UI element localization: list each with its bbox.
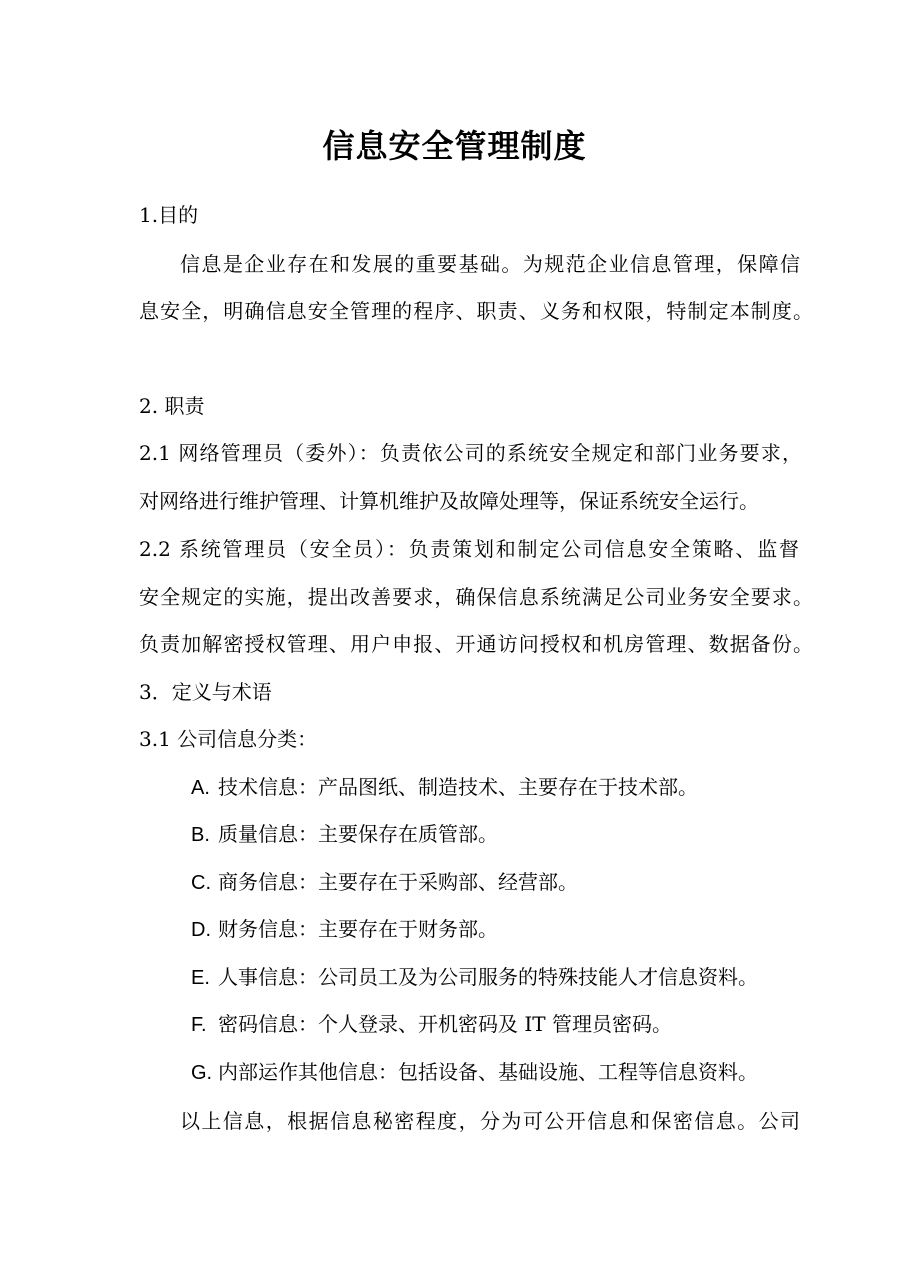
list-item (191, 819, 498, 850)
list-item-text: 质量信息：主要保存在质管部。 (218, 822, 498, 846)
section-3-closing-line: 以上信息，根据信息秘密程度，分为可公开信息和保密信息。公司 (180, 1109, 800, 1133)
list-item-text: 技术信息：产品图纸、制造技术、主要存在于技术部。 (218, 775, 698, 799)
list-item-text: 人事信息：公司员工及为公司服务的特殊技能人才信息资料。 (218, 965, 758, 989)
section-2-heading: 2. 职责 (139, 394, 205, 418)
list-item-text: 商务信息：主要存在于采购部、经营部。 (218, 870, 578, 894)
list-item-label: A. (191, 777, 210, 799)
section-3-1-heading: 3.1 公司信息分类： (139, 727, 318, 751)
list-item (191, 772, 698, 803)
list-item-label: D. (191, 919, 211, 941)
list-item-label: C. (191, 872, 211, 894)
list-item-text: 内部运作其他信息：包括设备、基础设施、工程等信息资料。 (218, 1060, 758, 1084)
section-2-2-line-3: 负责加解密授权管理、用户申报、开通访问授权和机房管理、数据备份。 (139, 632, 813, 656)
list-item (191, 914, 498, 945)
list-item (191, 962, 758, 993)
list-item-label: E. (191, 967, 210, 989)
section-1-para-line-1: 信息是企业存在和发展的重要基础。为规范企业信息管理，保障信 (180, 252, 800, 276)
section-2-2-line-2: 安全规定的实施，提出改善要求，确保信息系统满足公司业务安全要求。 (139, 585, 813, 609)
list-item (191, 867, 578, 898)
section-1-heading: 1.目的 (139, 203, 199, 227)
section-2-1-line-1: 2.1 网络管理员（委外）：负责依公司的系统安全规定和部门业务要求， (139, 441, 802, 465)
section-1-para-line-2: 息安全，明确信息安全管理的程序、职责、义务和权限，特制定本制度。 (139, 299, 813, 323)
list-item-text: 密码信息：个人登录、开机密码及 IT 管理员密码。 (218, 1012, 672, 1036)
list-item (191, 1057, 758, 1088)
section-3-heading: 3．定义与术语 (139, 680, 272, 704)
document-title: 信息安全管理制度 (322, 127, 587, 165)
list-item-text: 财务信息：主要存在于财务部。 (218, 917, 498, 941)
section-2-1-line-2: 对网络进行维护管理、计算机维护及故障处理等，保证系统安全运行。 (139, 489, 759, 513)
list-item (191, 1009, 672, 1040)
section-2-2-line-1: 2.2 系统管理员（安全员）：负责策划和制定公司信息安全策略、监督 (139, 537, 799, 561)
list-item-label: B. (191, 824, 210, 846)
list-item-label: G. (191, 1062, 213, 1084)
list-item-label: F. (191, 1014, 207, 1036)
